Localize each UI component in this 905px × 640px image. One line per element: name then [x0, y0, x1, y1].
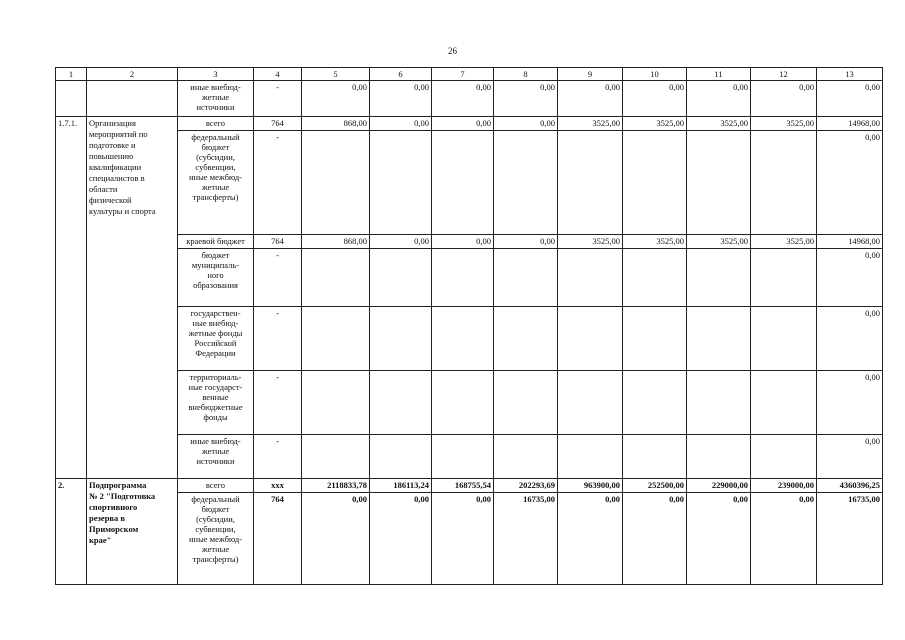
header-cell-1: 1 [56, 68, 87, 81]
table-row [56, 493, 883, 585]
code-cell: 764 [254, 493, 302, 585]
value-cell [623, 371, 687, 435]
value-cell [687, 249, 751, 307]
value-cell: 0,00 [494, 81, 558, 117]
value-cell [370, 435, 432, 479]
table-row [56, 117, 883, 131]
value-cell [432, 131, 494, 235]
value-cell [432, 371, 494, 435]
value-cell: 3525,00 [558, 117, 623, 131]
table-row [56, 479, 883, 493]
value-cell: 14968,00 [817, 235, 883, 249]
value-cell: 0,00 [751, 81, 817, 117]
funding-source: бюджет муниципаль- ного образования [178, 249, 254, 307]
value-cell [432, 249, 494, 307]
header-cell-10: 10 [623, 68, 687, 81]
value-cell: 4360396,25 [817, 479, 883, 493]
value-cell [432, 435, 494, 479]
value-cell: 0,00 [817, 307, 883, 371]
value-cell [687, 435, 751, 479]
value-cell: 0,00 [623, 81, 687, 117]
table-row [56, 81, 883, 117]
value-cell: 202293,69 [494, 479, 558, 493]
value-cell [494, 371, 558, 435]
value-cell: 239000,00 [751, 479, 817, 493]
value-cell: 3525,00 [623, 117, 687, 131]
value-cell [302, 371, 370, 435]
funding-source: всего [178, 479, 254, 493]
code-cell: 764 [254, 117, 302, 131]
value-cell [687, 307, 751, 371]
value-cell [558, 435, 623, 479]
value-cell [494, 131, 558, 235]
value-cell: 0,00 [370, 117, 432, 131]
value-cell: 0,00 [817, 435, 883, 479]
value-cell: 0,00 [817, 371, 883, 435]
value-cell: 0,00 [558, 81, 623, 117]
value-cell: 3525,00 [687, 235, 751, 249]
value-cell: 0,00 [432, 493, 494, 585]
value-cell: 229000,00 [687, 479, 751, 493]
table-row [56, 249, 883, 307]
value-cell [370, 371, 432, 435]
value-cell: 0,00 [817, 131, 883, 235]
code-cell: - [254, 249, 302, 307]
value-cell [623, 307, 687, 371]
value-cell: 16735,00 [494, 493, 558, 585]
value-cell: 3525,00 [623, 235, 687, 249]
value-cell [623, 131, 687, 235]
value-cell: 3525,00 [687, 117, 751, 131]
table-row [56, 131, 883, 235]
value-cell [558, 131, 623, 235]
code-cell: - [254, 371, 302, 435]
value-cell [623, 249, 687, 307]
funding-source: территориаль- ные государст- венные внебюджетные фонды [178, 371, 254, 435]
header-cell-6: 6 [370, 68, 432, 81]
value-cell [687, 371, 751, 435]
value-cell [751, 435, 817, 479]
value-cell [494, 307, 558, 371]
header-cell-2: 2 [87, 68, 178, 81]
value-cell [558, 307, 623, 371]
value-cell [558, 249, 623, 307]
table-row [56, 235, 883, 249]
value-cell: 0,00 [302, 81, 370, 117]
code-cell: - [254, 435, 302, 479]
value-cell [302, 131, 370, 235]
value-cell: 14968,00 [817, 117, 883, 131]
value-cell: 0,00 [751, 493, 817, 585]
value-cell: 16735,00 [817, 493, 883, 585]
value-cell: 0,00 [817, 249, 883, 307]
value-cell: 3525,00 [751, 117, 817, 131]
value-cell: 186113,24 [370, 479, 432, 493]
value-cell: 3525,00 [558, 235, 623, 249]
code-cell: - [254, 307, 302, 371]
value-cell: 0,00 [432, 81, 494, 117]
row-number [56, 81, 87, 117]
value-cell: 168755,54 [432, 479, 494, 493]
row-name [87, 81, 178, 117]
page-number: 26 [448, 46, 457, 56]
value-cell: 252500,00 [623, 479, 687, 493]
value-cell [494, 249, 558, 307]
header-cell-9: 9 [558, 68, 623, 81]
value-cell: 0,00 [623, 493, 687, 585]
value-cell [751, 371, 817, 435]
value-cell: 963900,00 [558, 479, 623, 493]
value-cell [751, 131, 817, 235]
value-cell: 0,00 [370, 81, 432, 117]
header-cell-11: 11 [687, 68, 751, 81]
value-cell [302, 249, 370, 307]
item-name: Организация мероприятий по подготовке и повышению квалификации специалистов в области физической культуры и спорта [87, 117, 178, 479]
value-cell: 0,00 [687, 81, 751, 117]
value-cell [302, 435, 370, 479]
value-cell [558, 371, 623, 435]
item-number: 2. [56, 479, 87, 585]
funding-source: иные внебюд- жетные источники [178, 435, 254, 479]
value-cell [370, 307, 432, 371]
header-cell-13: 13 [817, 68, 883, 81]
value-cell [370, 131, 432, 235]
value-cell: 0,00 [817, 81, 883, 117]
header-cell-8: 8 [494, 68, 558, 81]
code-cell: - [254, 131, 302, 235]
value-cell [687, 131, 751, 235]
value-cell [302, 307, 370, 371]
funding-source: всего [178, 117, 254, 131]
value-cell: 0,00 [494, 117, 558, 131]
budget-table [55, 67, 883, 585]
item-name: Подпрограмма № 2 "Подготовка спортивного резерва в Приморском крае" [87, 479, 178, 585]
funding-source: государствен- ные внебюд- жетные фонды Российской Федерации [178, 307, 254, 371]
table-row [56, 435, 883, 479]
value-cell: 0,00 [494, 235, 558, 249]
table-row [56, 307, 883, 371]
value-cell: 868,00 [302, 117, 370, 131]
value-cell: 868,00 [302, 235, 370, 249]
value-cell [494, 435, 558, 479]
value-cell: 0,00 [687, 493, 751, 585]
value-cell: 3525,00 [751, 235, 817, 249]
value-cell: 0,00 [432, 235, 494, 249]
header-cell-12: 12 [751, 68, 817, 81]
table-row [56, 371, 883, 435]
value-cell [751, 249, 817, 307]
code-cell: ххх [254, 479, 302, 493]
value-cell: 0,00 [370, 493, 432, 585]
header-cell-4: 4 [254, 68, 302, 81]
funding-source: иные внебюд- жетные источники [178, 81, 254, 117]
value-cell: 0,00 [370, 235, 432, 249]
funding-source: федеральный бюджет (субсидии, субвенции, иные межбюд- жетные трансферты) [178, 131, 254, 235]
value-cell [751, 307, 817, 371]
header-cell-5: 5 [302, 68, 370, 81]
funding-source: краевой бюджет [178, 235, 254, 249]
header-cell-7: 7 [432, 68, 494, 81]
funding-source: федеральный бюджет (субсидии, субвенции, иные межбюд- жетные трансферты) [178, 493, 254, 585]
header-row [56, 68, 883, 81]
value-cell [432, 307, 494, 371]
code-cell: - [254, 81, 302, 117]
header-cell-3: 3 [178, 68, 254, 81]
value-cell [370, 249, 432, 307]
value-cell: 0,00 [302, 493, 370, 585]
code-cell: 764 [254, 235, 302, 249]
item-number: 1.7.1. [56, 117, 87, 479]
value-cell [623, 435, 687, 479]
value-cell: 0,00 [558, 493, 623, 585]
value-cell: 0,00 [432, 117, 494, 131]
value-cell: 2118833,78 [302, 479, 370, 493]
